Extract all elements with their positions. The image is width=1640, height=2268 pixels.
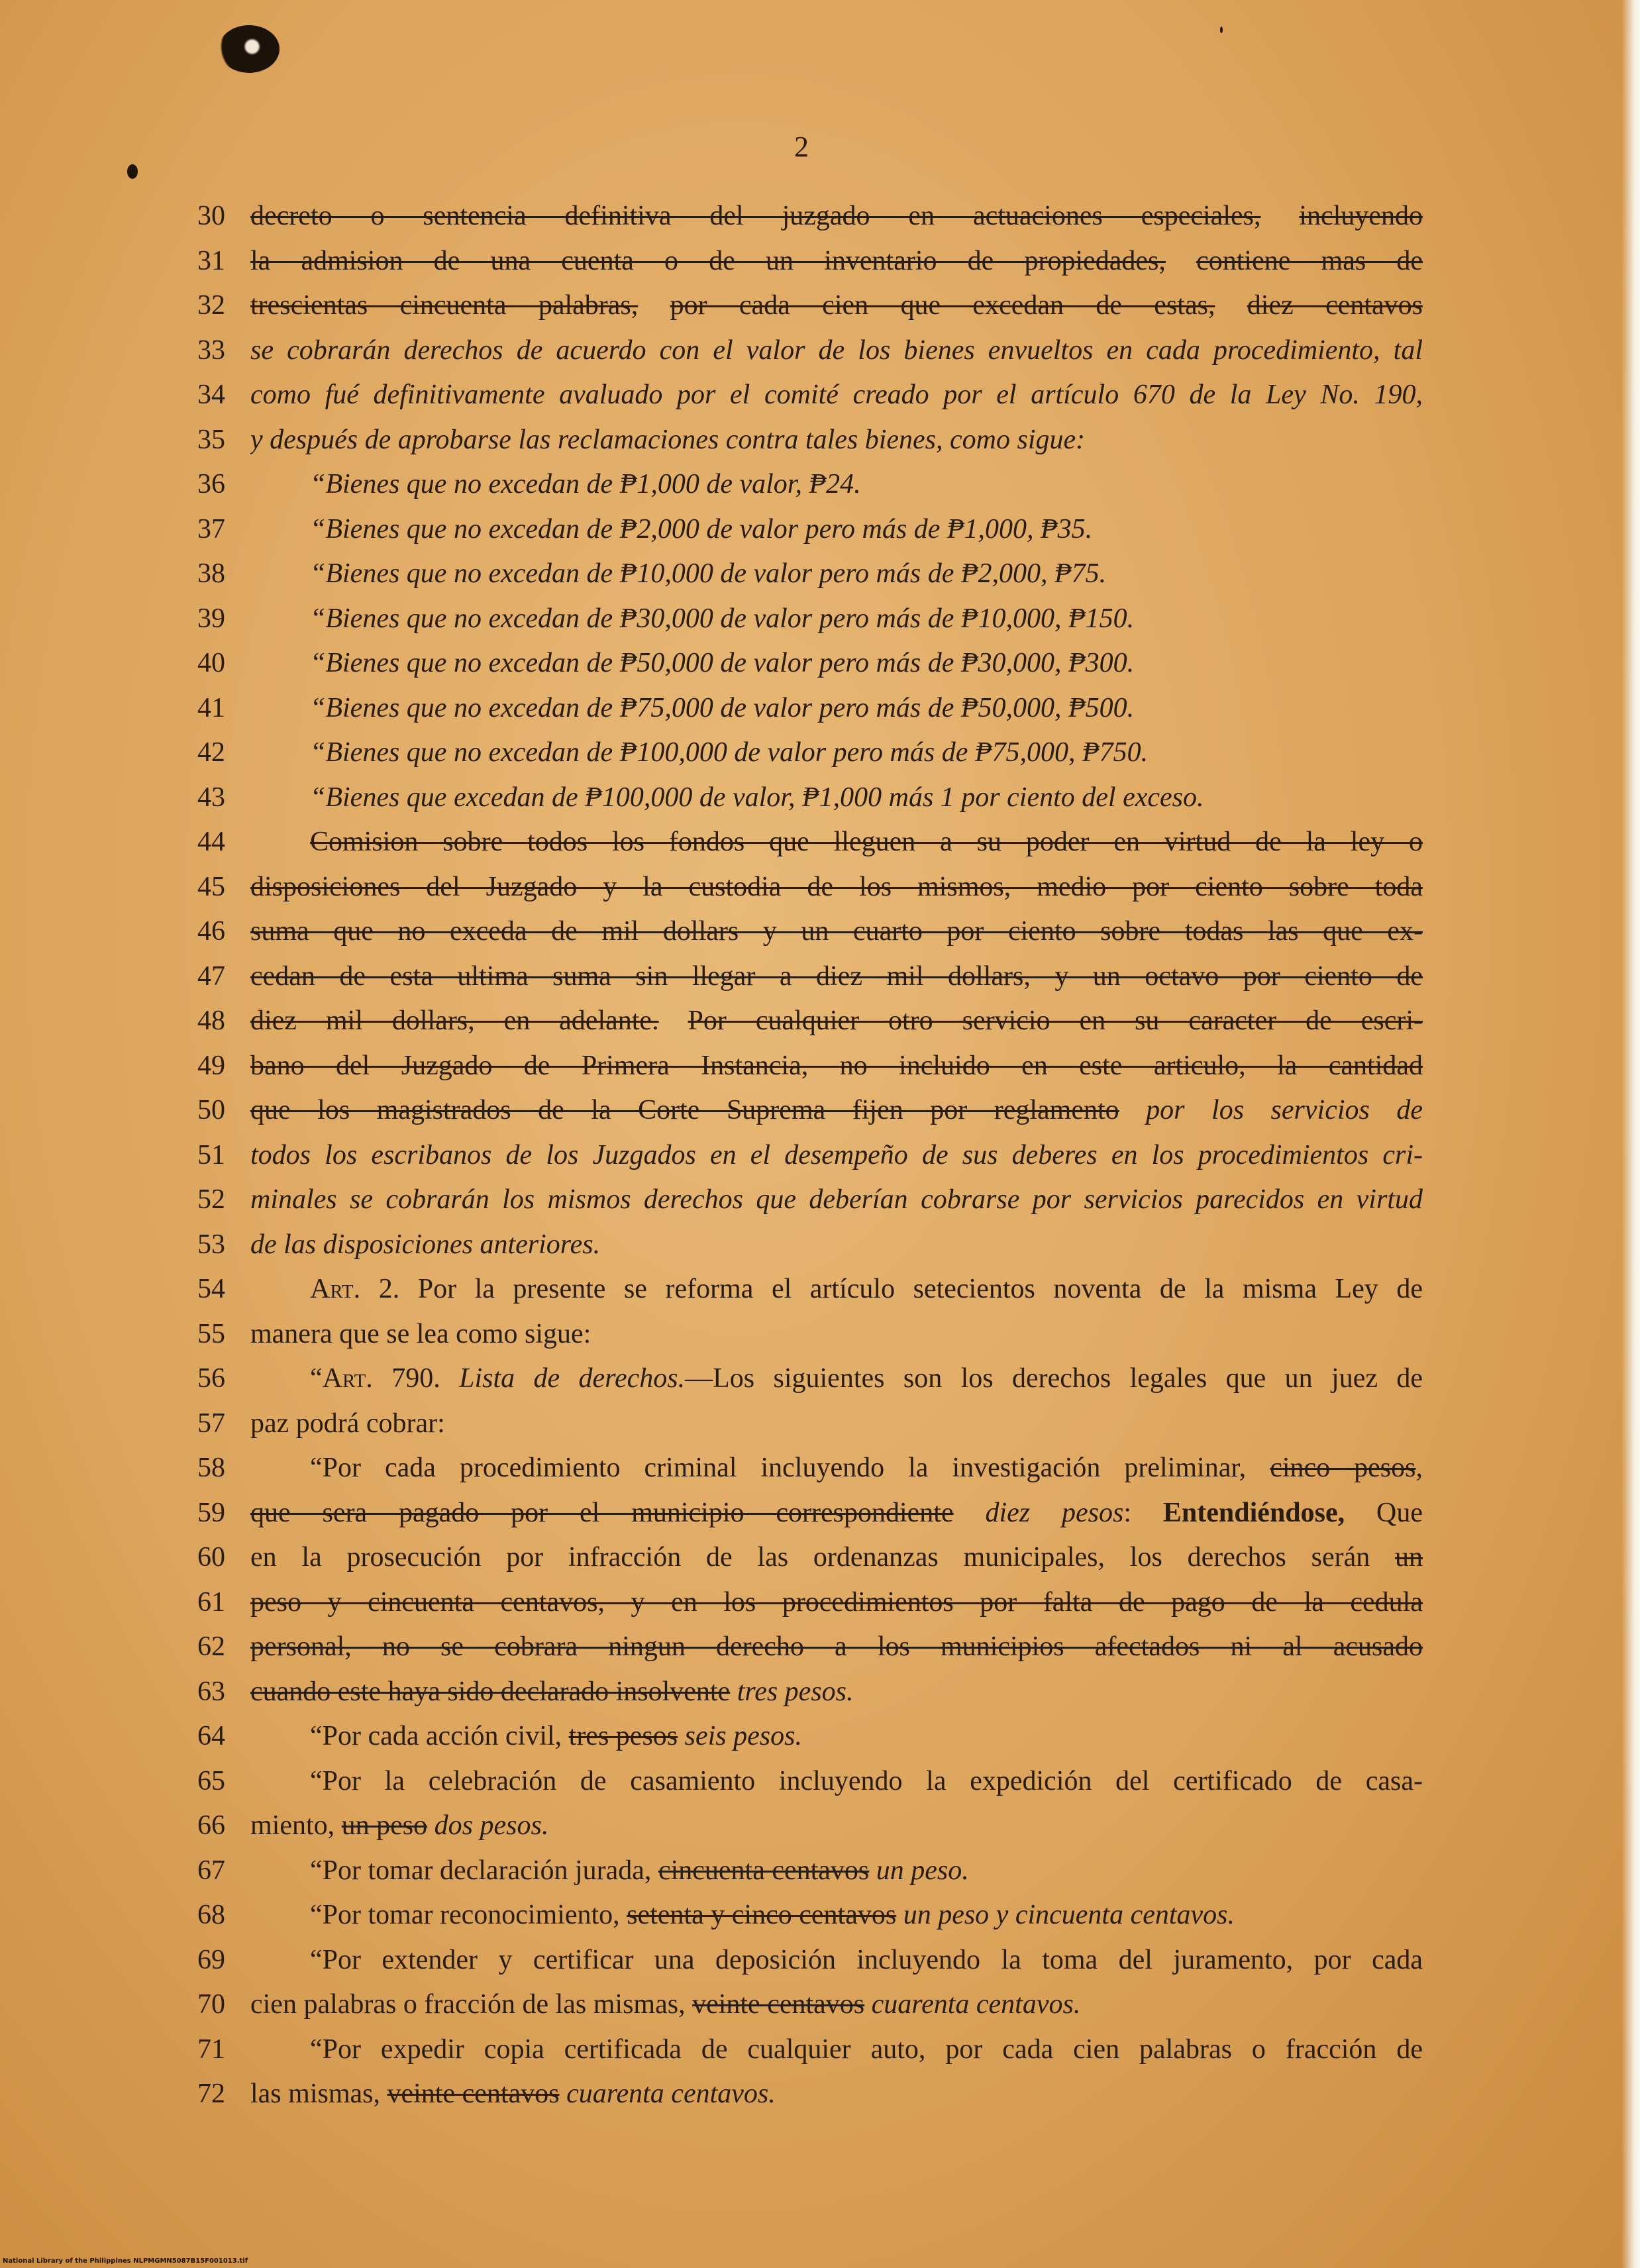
document-line [0,1223,1640,1268]
text-segment [1215,290,1247,321]
line-number: 41 [197,692,225,723]
line-number: 32 [197,290,225,321]
inserted-text: por los servicios de [1146,1095,1423,1125]
document-line [0,194,1640,239]
struck-text: veinte centavos [692,1989,865,2020]
document-line [0,373,1640,418]
punch-hole [219,25,280,73]
line-number: 71 [197,2034,225,2065]
line-text [250,954,1423,1000]
document-line [0,1312,1640,1357]
text-segment: miento, [250,1810,342,1841]
document-line [0,1759,1640,1804]
line-number: 46 [197,916,225,947]
text-segment [1166,246,1196,276]
line-text [310,820,1423,865]
struck-text: disposiciones del Juzgado y la custodia de los mismos, medio por ciento sobre toda [250,871,1423,902]
text-segment [427,1810,435,1841]
struck-text: un [1395,1542,1423,1572]
line-number: 68 [197,1900,225,1930]
struck-text: tres pesos [568,1721,678,1751]
struck-text: setenta y cinco centavos [627,1900,897,1930]
document-line [0,1670,1640,1715]
line-number: 36 [197,469,225,499]
line-text [250,1088,1423,1133]
line-text [310,686,1423,731]
line-number: 34 [197,380,225,410]
struck-text: diez centavos [1247,290,1423,321]
document-line [0,1580,1640,1625]
line-number: 60 [197,1542,225,1572]
document-line [0,507,1640,552]
inserted-text: dos pesos. [434,1810,549,1841]
text-segment: : [1123,1497,1163,1528]
text-segment: manera que se lea como sigue: [250,1318,591,1349]
line-number: 39 [197,603,225,634]
line-text [250,1804,1423,1849]
struck-text: que los magistrados de la Corte Suprema fijen por reglamento [250,1095,1119,1125]
text-segment: “Por cada procedimiento criminal incluyendo la investigación preliminar, [310,1453,1270,1483]
document-line [0,1088,1640,1133]
inserted-text: cuarenta centavos. [566,2079,776,2109]
inserted-text: como fué definitivamente avaluado por el comité creado por el artículo 670 de la Ley No. 190, [250,380,1423,410]
ink-speck [127,164,138,179]
line-number: 47 [197,960,225,992]
document-line [0,2028,1640,2073]
page-number: 2 [794,130,809,163]
inserted-text: tres pesos. [737,1676,854,1707]
document-line [0,731,1640,776]
document-line [0,284,1640,329]
document-line [0,1804,1640,1849]
inserted-text: “Bienes que no excedan de ₱2,000 de valor pero más de ₱1,000, ₱35. [310,513,1093,544]
document-line [0,1446,1640,1491]
document-line [0,641,1640,686]
inserted-text: seis pesos. [684,1721,802,1751]
line-text [310,1714,1423,1759]
text-segment: “Por expedir copia certificada de cualquier auto, por cada cien palabras o fracción de [310,2034,1423,2065]
text-segment: Que [1345,1497,1423,1528]
line-number: 70 [197,1989,225,2020]
document-line [0,329,1640,374]
line-number: 64 [197,1721,225,1751]
line-number: 67 [197,1855,225,1886]
line-text [250,239,1423,284]
struck-text: bano del Juzgado de Primera Instancia, no incluido en este articulo, la cantidad [250,1050,1423,1081]
inserted-text: “Bienes que no excedan de ₱30,000 de valor pero más de ₱10,000, ₱150. [310,603,1135,634]
line-text [310,1267,1423,1312]
struck-text: personal, no se cobrara ningun derecho a los municipios afectados ni al acusado [250,1631,1423,1662]
line-number: 48 [197,1005,225,1036]
line-number: 52 [197,1184,225,1215]
text-segment [659,1005,688,1036]
line-number: 37 [197,513,225,544]
text-segment: “Por tomar reconocimiento, [310,1900,627,1930]
inserted-text: un peso y cincuenta centavos. [903,1900,1235,1930]
document-line [0,776,1640,821]
text-segment [678,1721,685,1751]
line-number: 54 [197,1274,225,1304]
inserted-text: “Bienes que no excedan de ₱50,000 de valor pero más de ₱30,000, ₱300. [310,648,1135,678]
archive-footer-stamp: National Library of the Philippines NLPMGMN5087B15F001013.tif [3,2257,248,2265]
line-text [310,1357,1423,1402]
line-number: 31 [197,245,225,276]
inserted-text: “Bienes que no excedan de ₱1,000 de valor, ₱24. [310,469,861,499]
document-line [0,1357,1640,1402]
line-text [310,1446,1423,1491]
struck-text: peso y cincuenta centavos, y en los procedimientos por falta de pago de la cedula [250,1586,1423,1618]
struck-text: un peso [341,1810,428,1841]
line-number: 56 [197,1363,225,1394]
document-line [0,1044,1640,1089]
document-line [0,1267,1640,1312]
line-number: 66 [197,1810,225,1841]
inserted-text: un peso. [876,1855,969,1886]
struck-text: cedan de esta ultima suma sin llegar a diez mil dollars, y un octavo por ciento de [250,960,1423,992]
text-segment [638,290,670,321]
text-segment [1260,201,1299,231]
text-segment [864,1989,872,2020]
document-line [0,1983,1640,2028]
line-text [310,2028,1423,2073]
text-segment: , [1415,1453,1423,1483]
inserted-text: Lista de derechos. [459,1363,686,1394]
line-text [250,1491,1423,1536]
line-number: 55 [197,1318,225,1349]
document-line [0,1133,1640,1178]
line-text [250,2072,1423,2117]
line-text [250,373,1423,418]
line-text [310,1938,1423,1983]
line-number: 33 [197,335,225,366]
line-text [250,1670,1423,1715]
document-line [0,1178,1640,1223]
struck-text: Por cualquier otro servicio en su caracter de escri- [688,1005,1423,1036]
line-text [310,507,1423,552]
line-number: 63 [197,1676,225,1707]
inserted-text: de las disposiciones anteriores. [250,1229,601,1260]
document-line [0,954,1640,1000]
text-segment [560,2079,567,2109]
inserted-text: “Bienes que no excedan de ₱10,000 de valor pero más de ₱2,000, ₱75. [310,558,1107,589]
inserted-text: “Bienes que no excedan de ₱100,000 de valor pero más de ₱75,000, ₱750. [310,737,1149,768]
line-text [310,776,1423,821]
text-segment: “Por cada acción civil, [310,1721,569,1751]
text-segment [954,1498,986,1528]
document-line [0,1491,1640,1536]
line-text [250,418,1423,463]
line-text [310,1759,1423,1804]
struck-text: cinco pesos [1270,1453,1416,1483]
struck-text: diez mil dollars, en adelante. [250,1005,659,1036]
line-text [310,597,1423,642]
document-line [0,1625,1640,1670]
text-segment: 790. [372,1363,460,1394]
inserted-text: cuarenta centavos. [871,1989,1081,2020]
document-line [0,552,1640,597]
text-segment: las mismas, [250,2079,387,2109]
text-segment [896,1900,903,1930]
document-line [0,1714,1640,1759]
line-text [250,1535,1423,1580]
document-line [0,1849,1640,1894]
document-line [0,820,1640,865]
line-text [310,1893,1423,1938]
text-segment: cien palabras o fracción de las mismas, [250,1989,693,2020]
line-text [250,1580,1423,1625]
ink-speck [1220,26,1223,33]
text-segment: —Los siguientes son los derechos legales que un juez de [685,1363,1423,1394]
line-text [250,284,1423,329]
line-number: 61 [197,1586,225,1618]
struck-text: que sera pagado por el municipio correspondiente [250,1497,954,1528]
document-line [0,999,1640,1044]
numbered-text-body [0,194,1640,2117]
line-text [250,865,1423,910]
line-number: 53 [197,1229,225,1260]
text-segment [869,1855,876,1886]
struck-text: incluyendo [1299,201,1423,231]
inserted-text: “Bienes que excedan de ₱100,000 de valor, ₱1,000 más 1 por ciento del exceso. [310,782,1204,813]
document-line [0,418,1640,463]
line-text [250,1178,1423,1223]
document-line [0,597,1640,642]
text-segment: paz podrá cobrar: [250,1408,445,1439]
document-line [0,2072,1640,2117]
document-line [0,239,1640,284]
line-text [250,1133,1423,1178]
line-text [310,462,1423,507]
text-segment: 2. Por la presente se reforma el artículo setecientos noventa de la misma Ley de [360,1274,1423,1304]
line-number: 62 [197,1631,225,1662]
document-line [0,865,1640,910]
document-line [0,1893,1640,1938]
struck-text: Comision sobre todos los fondos que lleguen a su poder en virtud de la ley o [310,827,1423,857]
line-text [250,1044,1423,1089]
struck-text: trescientas cincuenta palabras, [250,290,639,321]
line-text [250,1625,1423,1670]
struck-text: cuando este haya sido declarado insolvente [250,1676,731,1707]
text-segment: “ [310,1363,323,1394]
line-number: 44 [197,827,225,857]
inserted-text: “Bienes que no excedan de ₱75,000 de valor pero más de ₱50,000, ₱500. [310,692,1135,723]
line-text [250,1983,1423,2028]
line-number: 43 [197,782,225,813]
text-segment: en la prosecución por infracción de las ordenanzas municipales, los derechos serán [250,1542,1395,1572]
inserted-text: y después de aprobarse las reclamaciones contra tales bienes, como sigue: [250,424,1086,455]
line-number: 58 [197,1453,225,1483]
line-number: 59 [197,1497,225,1528]
line-number: 51 [197,1139,225,1170]
line-text [250,329,1423,374]
struck-text: decreto o sentencia definitiva del juzgado en actuaciones especiales, [250,201,1261,231]
line-text [250,194,1423,239]
struck-text: contiene mas de [1196,245,1423,276]
document-line [0,1938,1640,1983]
line-text [310,641,1423,686]
struck-text: cincuenta centavos [658,1855,870,1886]
small-caps-text: Art. [322,1363,373,1394]
struck-text: la admision de una cuenta o de un inventario de propiedades, [250,245,1166,276]
text-segment [730,1676,737,1707]
document-line [0,686,1640,731]
struck-text: por cada cien que excedan de estas, [670,290,1215,321]
line-number: 57 [197,1408,225,1439]
struck-text: suma que no exceda de mil dollars y un cuarto por ciento sobre todas las que ex- [250,916,1423,947]
line-text [250,1312,1423,1357]
line-number: 50 [197,1095,225,1125]
line-number: 49 [197,1050,225,1081]
document-line [0,1535,1640,1580]
document-line [0,1402,1640,1447]
line-number: 72 [197,2079,225,2109]
text-segment: “Por extender y certificar una deposición incluyendo la toma del juramento, por cada [310,1944,1423,1975]
line-number: 42 [197,737,225,768]
inserted-text: se cobrarán derechos de acuerdo con el valor de los bienes envueltos en cada procedimiento, tal [250,335,1423,366]
bold-text: Entendiéndose, [1162,1497,1345,1528]
line-text [250,999,1423,1044]
line-text [250,1402,1423,1447]
struck-text: veinte centavos [387,2079,560,2109]
line-text [310,552,1423,597]
document-line [0,909,1640,954]
line-number: 38 [197,558,225,589]
line-number: 65 [197,1765,225,1796]
line-text [310,1849,1423,1894]
line-number: 30 [197,201,225,231]
inserted-text: todos los escribanos de los Juzgados en el desempeño de sus deberes en los procedimientos cri- [250,1139,1423,1170]
text-segment: “Por tomar declaración jurada, [310,1855,658,1886]
line-number: 45 [197,871,225,902]
text-segment: “Por la celebración de casamiento incluyendo la expedición del certificado de casa- [310,1765,1423,1796]
inserted-text: minales se cobrarán los mismos derechos que deberían cobrarse por servicios parecidos en virtud [250,1184,1423,1215]
inserted-text: diez pesos [985,1497,1124,1528]
line-number: 35 [197,424,225,455]
line-text [310,731,1423,776]
line-text [250,1223,1423,1268]
line-text [250,909,1423,954]
line-number: 40 [197,648,225,678]
document-line [0,462,1640,507]
text-segment [1119,1095,1147,1125]
line-number: 69 [197,1944,225,1975]
small-caps-text: Art. [310,1274,361,1304]
